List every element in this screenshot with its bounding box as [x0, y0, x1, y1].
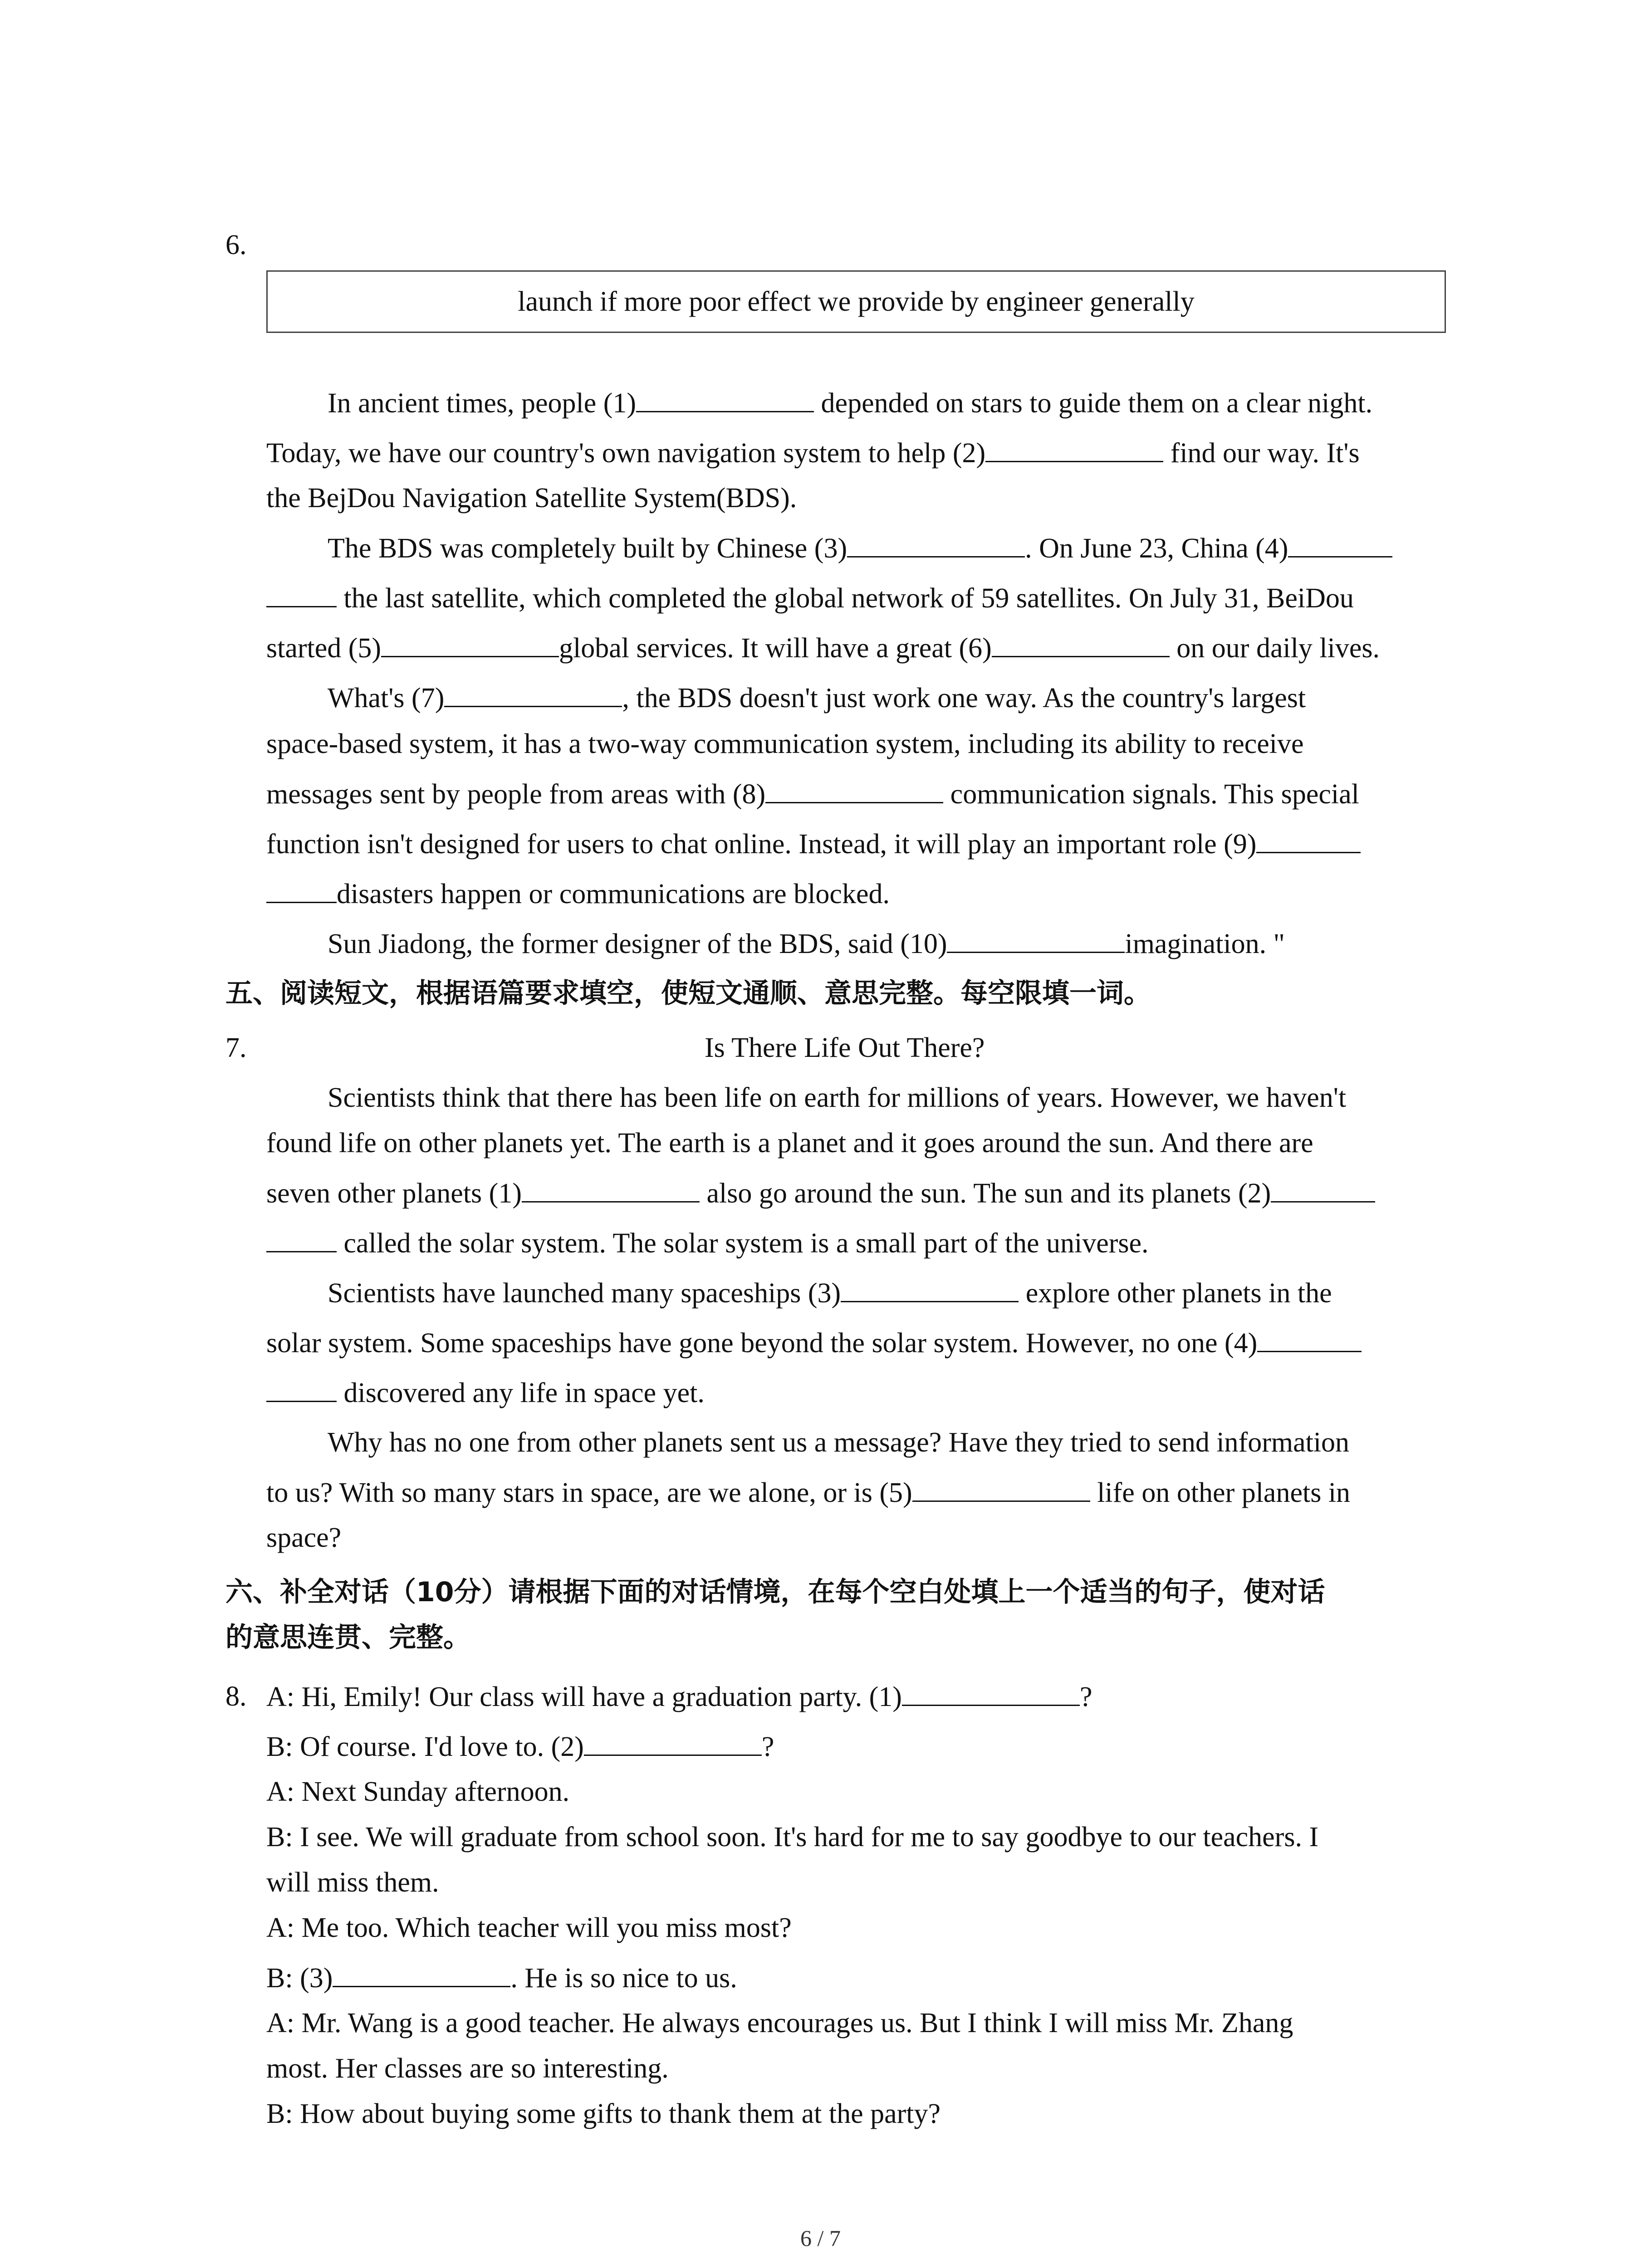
answer-blank-2-cont[interactable] [266, 1225, 337, 1252]
question-number-6: 6. [225, 230, 247, 260]
passage-line: disasters happen or communications are blocked. [266, 875, 890, 912]
page-number: 6 / 7 [800, 2225, 841, 2251]
answer-blank-5[interactable] [381, 630, 559, 657]
passage-title: Is There Life Out There? [705, 1032, 985, 1063]
answer-blank-2[interactable] [985, 435, 1163, 462]
question-number-7: 7. [225, 1032, 247, 1063]
answer-blank-5[interactable] [912, 1474, 1090, 1502]
dialogue-line: A: Next Sunday afternoon. [266, 1776, 570, 1807]
dialogue-line: B: How about buying some gifts to thank them at the party? [266, 2098, 941, 2129]
answer-blank-9[interactable] [1256, 826, 1361, 853]
question-number-8: 8. [225, 1681, 247, 1712]
passage-line: the BejDou Navigation Satellite System(BDS). [266, 483, 797, 513]
passage-line: the last satellite, which completed the global network of 59 satellites. On July 31, BeiDou [266, 580, 1354, 616]
section-heading-6-cont: 的意思连贯、完整。 [225, 1622, 470, 1653]
answer-blank-4-cont[interactable] [266, 1374, 337, 1402]
passage-line: discovered any life in space yet. [266, 1374, 705, 1411]
dialogue-line: B: (3) . He is so nice to us. [266, 1960, 737, 1996]
answer-blank-3[interactable] [841, 1275, 1019, 1302]
answer-blank-1[interactable] [902, 1678, 1080, 1706]
passage-line: started (5) global services. It will have a great (6) on our daily lives. [266, 630, 1380, 666]
passage-line: messages sent by people from areas with (8) communication signals. This special [266, 776, 1359, 812]
word-bank-text: launch if more poor effect we provide by engineer generally [518, 286, 1195, 317]
passage-line: found life on other planets yet. The earth is a planet and it goes around the sun. And there are [266, 1128, 1313, 1158]
passage-line: In ancient times, people (1) depended on stars to guide them on a clear night. [328, 385, 1372, 421]
passage-line: The BDS was completely built by Chinese (3) . On June 23, China (4) [328, 530, 1392, 567]
section-heading-6: 六、补全对话（10分）请根据下面的对话情境，在每个空白处填上一个适当的句子，使对话 [225, 1576, 1325, 1608]
passage-line: Today, we have our country's own navigation system to help (2) find our way. It's [266, 435, 1360, 471]
passage-line: Why has no one from other planets sent us a message? Have they tried to send information [328, 1427, 1350, 1458]
answer-blank-4[interactable] [1257, 1325, 1362, 1352]
answer-blank-1[interactable] [636, 385, 814, 412]
passage-line: function isn't designed for users to chat online. Instead, it will play an important role (9) [266, 826, 1361, 862]
dialogue-line: B: I see. We will graduate from school soon. It's hard for me to say goodbye to our teachers. I [266, 1822, 1319, 1853]
answer-blank-2[interactable] [584, 1728, 762, 1756]
passage-line: space-based system, it has a two-way communication system, including its ability to receive [266, 728, 1304, 759]
word-bank-box [266, 270, 1446, 333]
passage-line: solar system. Some spaceships have gone beyond the solar system. However, no one (4) [266, 1325, 1362, 1361]
passage-line: What's (7) , the BDS doesn't just work one way. As the country's largest [328, 679, 1306, 716]
passage-line: called the solar system. The solar system is a small part of the universe. [266, 1225, 1149, 1261]
answer-blank-4[interactable] [1288, 530, 1392, 557]
answer-blank-1[interactable] [522, 1175, 700, 1202]
dialogue-line: A: Mr. Wang is a good teacher. He always encourages us. But I think I will miss Mr. Zhang [266, 2008, 1293, 2038]
passage-line: seven other planets (1) also go around the sun. The sun and its planets (2) [266, 1175, 1375, 1212]
answer-blank-2[interactable] [1271, 1175, 1375, 1202]
passage-line: Scientists have launched many spaceships (3) explore other planets in the [328, 1275, 1332, 1311]
passage-line: to us? With so many stars in space, are we alone, or is (5) life on other planets in [266, 1474, 1350, 1511]
passage-line: Scientists think that there has been life on earth for millions of years. However, we haven't [328, 1082, 1347, 1113]
answer-blank-4-cont[interactable] [266, 580, 337, 607]
dialogue-line: most. Her classes are so interesting. [266, 2053, 669, 2084]
answer-blank-3[interactable] [333, 1960, 510, 1987]
answer-blank-9-cont[interactable] [266, 875, 337, 903]
answer-blank-8[interactable] [765, 776, 943, 803]
passage-line: space? [266, 1522, 342, 1553]
answer-blank-3[interactable] [847, 530, 1025, 557]
answer-blank-10[interactable] [947, 925, 1125, 953]
dialogue-line: A: Me too. Which teacher will you miss most? [266, 1912, 792, 1943]
answer-blank-7[interactable] [444, 679, 622, 707]
dialogue-line: will miss them. [266, 1867, 439, 1898]
answer-blank-6[interactable] [992, 630, 1170, 657]
section-heading-5: 五、阅读短文，根据语篇要求填空，使短文通顺、意思完整。每空限填一词。 [225, 978, 1151, 1009]
dialogue-line: B: Of course. I'd love to. (2) ? [266, 1728, 774, 1765]
dialogue-line: A: Hi, Emily! Our class will have a graduation party. (1) ? [266, 1678, 1092, 1715]
passage-line: Sun Jiadong, the former designer of the BDS, said (10) imagination. " [328, 925, 1285, 962]
